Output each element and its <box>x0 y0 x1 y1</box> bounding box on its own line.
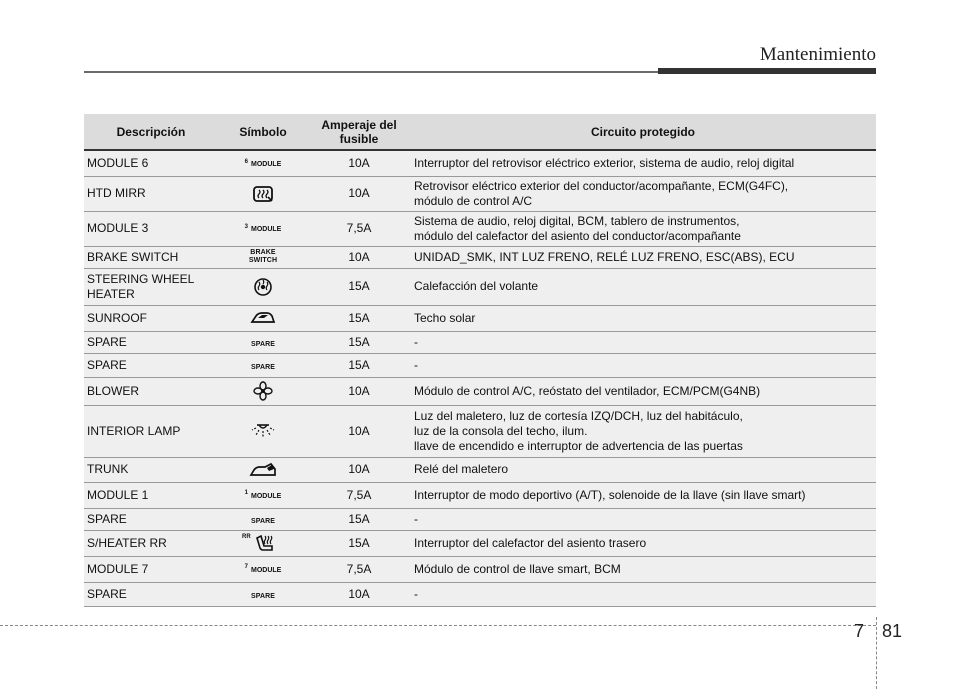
fuse-description-line: SPARE <box>87 334 127 349</box>
header-simbolo: Símbolo <box>218 114 308 150</box>
table-row <box>84 353 876 377</box>
table-row <box>84 556 876 582</box>
module-symbol-number: 3 <box>244 223 248 230</box>
fuse-circuit <box>410 377 876 405</box>
fuse-description-line: TRUNK <box>87 462 129 476</box>
fuse-description <box>84 305 218 331</box>
fuse-description-line: STEERING WHEEL <box>87 271 195 286</box>
fuse-circuit <box>410 331 876 353</box>
header-descripcion: Descripción <box>84 114 218 150</box>
table-row <box>84 176 876 211</box>
fuse-description <box>84 353 218 377</box>
table-row <box>84 331 876 353</box>
fuse-amperage: 7,5A <box>308 556 410 582</box>
fuse-circuit <box>410 556 876 582</box>
text-symbol <box>249 249 277 265</box>
fuse-amperage: 7,5A <box>308 482 410 508</box>
fuse-amperage: 10A <box>308 246 410 268</box>
header-amperaje: Amperaje del fusible <box>308 114 410 150</box>
chapter-number: 7 <box>854 621 865 641</box>
fuse-circuit <box>410 353 876 377</box>
fuse-description-line: BRAKE SWITCH <box>87 249 179 264</box>
fuse-description-line: MODULE 1 <box>87 487 149 502</box>
module-symbol <box>244 564 282 574</box>
fuse-amperage: 10A <box>308 176 410 211</box>
fuse-description-line: MODULE 6 <box>87 155 149 170</box>
fuse-circuit <box>410 268 876 305</box>
fuse-circuit <box>410 405 876 457</box>
fuse-description <box>84 556 218 582</box>
fuse-circuit-line: Techo solar <box>414 310 476 325</box>
fuse-circuit-line: - <box>414 334 418 349</box>
fuse-amperage: 15A <box>308 508 410 530</box>
table-row <box>84 405 876 457</box>
fuse-amperage: 15A <box>308 353 410 377</box>
fuse-symbol <box>218 508 308 530</box>
fuse-circuit-line: Interruptor de modo deportivo (A/T), solenoide de la llave (sin llave smart) <box>414 487 806 502</box>
text-symbol <box>251 593 275 601</box>
interior-lamp-icon <box>250 422 276 440</box>
fuse-circuit <box>410 482 876 508</box>
fuse-description <box>84 211 218 246</box>
fuse-symbol <box>218 246 308 268</box>
header-rule-accent <box>658 68 876 74</box>
module-symbol-number: 1 <box>244 490 248 497</box>
fuse-description <box>84 530 218 556</box>
fuse-circuit-line: Sistema de audio, reloj digital, BCM, tablero de instrumentos, <box>414 213 740 228</box>
fuse-circuit <box>410 246 876 268</box>
module-symbol-text: MODULE <box>251 226 282 234</box>
rear-seat-heater-icon <box>242 532 276 554</box>
fuse-circuit-line: Módulo de control de llave smart, BCM <box>414 561 621 576</box>
fuse-amperage: 15A <box>308 331 410 353</box>
heated-mirror-icon <box>252 185 274 203</box>
module-symbol <box>244 490 282 500</box>
text-symbol-line: SPARE <box>250 363 276 371</box>
header-rule <box>84 71 658 73</box>
module-symbol-text: MODULE <box>251 566 282 574</box>
table-row <box>84 246 876 268</box>
fuse-circuit <box>410 305 876 331</box>
fuse-circuit <box>410 150 876 176</box>
fuse-amperage: 15A <box>308 268 410 305</box>
fuse-circuit-line: módulo de control A/C <box>414 193 533 208</box>
fuse-symbol <box>218 268 308 305</box>
fuse-circuit <box>410 211 876 246</box>
table-row <box>84 508 876 530</box>
fuse-symbol <box>218 377 308 405</box>
fuse-amperage: 10A <box>308 457 410 482</box>
fuse-circuit-line: Luz del maletero, luz de cortesía IZQ/DCH, luz del habitáculo, <box>414 408 743 423</box>
fuse-description <box>84 150 218 176</box>
table-row <box>84 377 876 405</box>
fuse-circuit-line: - <box>414 511 418 526</box>
module-symbol <box>244 223 282 234</box>
fuse-circuit <box>410 508 876 530</box>
page-number: 81 <box>882 621 903 641</box>
text-symbol <box>251 364 275 372</box>
table-row <box>84 482 876 508</box>
fuse-description-line: SUNROOF <box>87 310 147 325</box>
icon-label: RR <box>242 534 251 540</box>
fuse-amperage: 10A <box>308 582 410 606</box>
text-symbol-line: SPARE <box>250 517 276 525</box>
fuse-description <box>84 331 218 353</box>
fuse-symbol <box>218 305 308 331</box>
fuse-amperage: 15A <box>308 305 410 331</box>
table-row <box>84 268 876 305</box>
fuse-circuit-line: UNIDAD_SMK, INT LUZ FRENO, RELÉ LUZ FRENO, ESC(ABS), ECU <box>414 249 795 264</box>
fuse-amperage: 10A <box>308 405 410 457</box>
fuse-description-line: MODULE 3 <box>87 221 149 235</box>
fuse-description-line: SPARE <box>87 586 127 601</box>
fuse-description-line: S/HEATER RR <box>87 535 167 550</box>
fuse-circuit-line: - <box>414 357 418 372</box>
fuse-description <box>84 508 218 530</box>
fuse-symbol <box>218 530 308 556</box>
fuse-description-line: INTERIOR LAMP <box>87 423 181 438</box>
fan-icon <box>253 381 273 401</box>
fuse-amperage: 10A <box>308 150 410 176</box>
table-row <box>84 150 876 176</box>
fuse-circuit <box>410 457 876 482</box>
module-symbol-number: 6 <box>244 158 248 165</box>
fuse-circuit <box>410 582 876 606</box>
fuse-circuit-line: luz de la consola del techo, ilum. <box>414 423 588 438</box>
text-symbol-line: SPARE <box>250 592 276 600</box>
footer-rule <box>0 625 876 626</box>
fuse-circuit-line: Retrovisor eléctrico exterior del conductor/acompañante, ECM(G4FC), <box>414 178 789 193</box>
module-symbol-text: MODULE <box>251 492 282 500</box>
fuse-description <box>84 582 218 606</box>
footer-divider <box>876 617 877 689</box>
text-symbol <box>251 518 275 526</box>
module-symbol-text: MODULE <box>251 160 282 168</box>
table-row <box>84 211 876 246</box>
fuse-symbol <box>218 211 308 246</box>
fuse-symbol <box>218 457 308 482</box>
fuse-circuit-line: llave de encendido e interruptor de advertencia de las puertas <box>414 438 743 453</box>
fuse-description <box>84 457 218 482</box>
fuse-description <box>84 268 218 305</box>
module-symbol <box>244 158 282 168</box>
fuse-description <box>84 377 218 405</box>
fuse-symbol <box>218 331 308 353</box>
fuse-symbol <box>218 405 308 457</box>
fuse-description-line: BLOWER <box>87 383 140 398</box>
steering-heater-icon <box>253 277 273 297</box>
fuse-symbol <box>218 176 308 211</box>
fuse-symbol <box>218 353 308 377</box>
fuse-description <box>84 176 218 211</box>
fuse-symbol <box>218 556 308 582</box>
fuse-description-line: HEATER <box>87 286 135 301</box>
fuse-description-line: SPARE <box>87 357 127 372</box>
table-row <box>84 582 876 606</box>
text-symbol-line: BRAKE <box>250 248 276 256</box>
fuse-circuit-line: Calefacción del volante <box>414 279 539 293</box>
fuse-circuit-line: Interruptor del calefactor del asiento trasero <box>414 535 647 550</box>
table-row <box>84 530 876 556</box>
text-symbol <box>251 341 275 349</box>
table-row <box>84 305 876 331</box>
fuse-description <box>84 482 218 508</box>
section-title: Mantenimiento <box>759 44 876 65</box>
fuse-circuit-line: Relé del maletero <box>414 462 509 476</box>
module-symbol-number: 7 <box>244 564 248 571</box>
fuse-description-line: MODULE 7 <box>87 561 149 576</box>
table-row <box>84 457 876 482</box>
fuse-description-line: HTD MIRR <box>87 186 146 200</box>
fuse-symbol <box>218 150 308 176</box>
text-symbol-line: SPARE <box>250 340 276 348</box>
fuse-amperage: 10A <box>308 377 410 405</box>
fuse-circuit <box>410 176 876 211</box>
fuse-amperage: 7,5A <box>308 211 410 246</box>
fuse-symbol <box>218 582 308 606</box>
fuse-description-line: SPARE <box>87 511 127 526</box>
trunk-icon <box>249 462 277 478</box>
fuse-symbol <box>218 482 308 508</box>
header-circuito: Circuito protegido <box>410 114 876 150</box>
fuse-circuit <box>410 530 876 556</box>
fuse-circuit-line: módulo del calefactor del asiento del conductor/acompañante <box>414 228 741 243</box>
fuse-description <box>84 246 218 268</box>
fuse-circuit-line: Módulo de control A/C, reóstato del ventilador, ECM/PCM(G4NB) <box>414 383 761 398</box>
fuse-description <box>84 405 218 457</box>
fuse-amperage: 15A <box>308 530 410 556</box>
fuse-circuit-line: Interruptor del retrovisor eléctrico exterior, sistema de audio, reloj digital <box>414 155 795 170</box>
sunroof-icon <box>250 310 276 326</box>
text-symbol-line: SWITCH <box>248 256 278 264</box>
table-header-row <box>84 114 876 150</box>
fuse-table <box>84 114 876 607</box>
fuse-circuit-line: - <box>414 586 418 601</box>
